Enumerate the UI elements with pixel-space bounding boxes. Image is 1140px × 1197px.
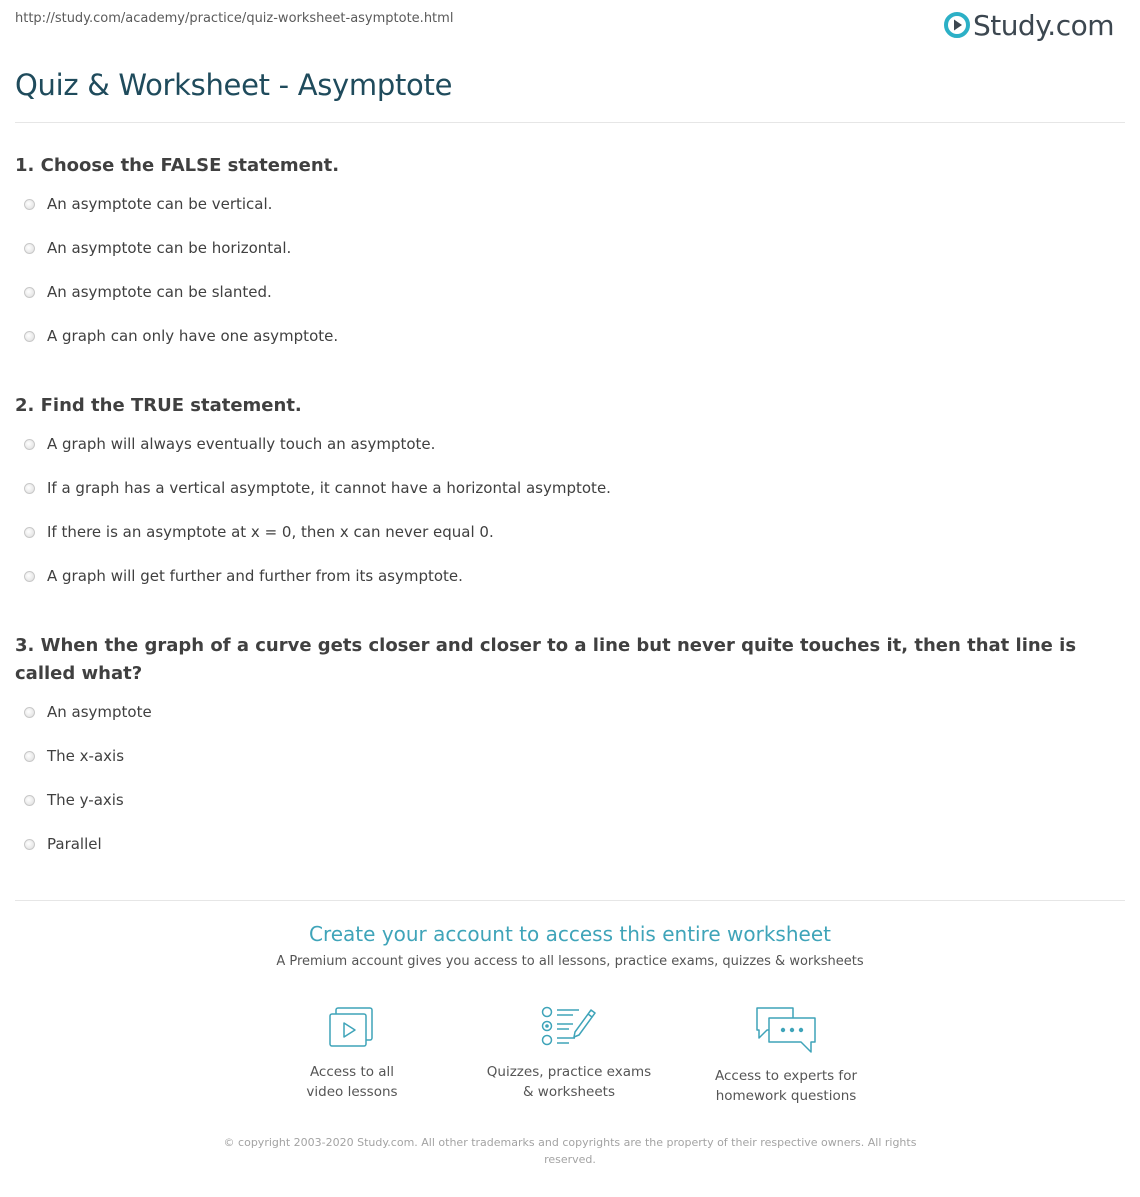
logo-text: Study.com [972, 8, 1114, 42]
quiz-checklist-icon [539, 1004, 599, 1052]
cta-subtitle: A Premium account gives you access to all lessons, practice exams, quizzes & worksheets [276, 954, 864, 969]
question-1 [15, 152, 1115, 358]
feature-quizzes [459, 1004, 679, 1102]
radio-button[interactable] [24, 287, 35, 298]
answer-list [15, 182, 1115, 358]
study-logo [944, 5, 1114, 45]
answer-option[interactable] [15, 270, 1115, 314]
feature-label: Quizzes, practice exams & worksheets [486, 1064, 652, 1100]
answer-option[interactable] [15, 422, 1115, 466]
question-text: 2. Find the TRUE statement. [15, 395, 302, 416]
answer-label: A graph will always eventually touch an asymptote. [47, 435, 436, 453]
cta-title-link[interactable]: Create your account to access this entire worksheet [309, 922, 831, 946]
feature-label: Access to all video lessons [306, 1064, 398, 1100]
answer-option[interactable] [15, 226, 1115, 270]
answer-list [15, 422, 1115, 598]
answer-label: An asymptote can be horizontal. [47, 239, 292, 257]
video-lessons-icon [324, 1004, 380, 1052]
answer-label: An asymptote can be slanted. [47, 283, 272, 301]
feature-experts [676, 1004, 896, 1106]
answer-label: If a graph has a vertical asymptote, it cannot have a horizontal asymptote. [47, 479, 611, 497]
question-3 [15, 632, 1115, 866]
page-url: http://study.com/academy/practice/quiz-worksheet-asymptote.html [15, 11, 454, 26]
answer-label: Parallel [47, 835, 102, 853]
question-text: 1. Choose the FALSE statement. [15, 155, 340, 176]
answer-label: The y-axis [47, 791, 124, 809]
chat-experts-icon [753, 1004, 819, 1056]
answer-label: An asymptote [47, 703, 152, 721]
feature-label: Access to experts for homework questions [714, 1068, 857, 1104]
page-title: Quiz & Worksheet - Asymptote [15, 68, 453, 102]
answer-option[interactable] [15, 822, 1115, 866]
answer-label: A graph will get further and further from its asymptote. [47, 567, 463, 585]
question-2 [15, 392, 1115, 598]
radio-button[interactable] [24, 527, 35, 538]
answer-option[interactable] [15, 554, 1115, 598]
answer-option[interactable] [15, 690, 1115, 734]
question-text: 3. When the graph of a curve gets closer and closer to a line but never quite touches it, then that line is called what? [15, 635, 1077, 684]
answer-label: A graph can only have one asymptote. [47, 327, 339, 345]
answer-option[interactable] [15, 778, 1115, 822]
answer-label: If there is an asymptote at x = 0, then x can never equal 0. [47, 523, 494, 541]
radio-button[interactable] [24, 199, 35, 210]
answer-option[interactable] [15, 182, 1115, 226]
radio-button[interactable] [24, 571, 35, 582]
radio-button[interactable] [24, 751, 35, 762]
divider [15, 122, 1125, 123]
play-circle-icon [944, 12, 970, 38]
radio-button[interactable] [24, 839, 35, 850]
radio-button[interactable] [24, 707, 35, 718]
radio-button[interactable] [24, 483, 35, 494]
answer-option[interactable] [15, 734, 1115, 778]
radio-button[interactable] [24, 331, 35, 342]
answer-option[interactable] [15, 466, 1115, 510]
answer-option[interactable] [15, 510, 1115, 554]
copyright-text: © copyright 2003-2020 Study.com. All other trademarks and copyrights are the property of their respective owners. All rights reserved. [223, 1136, 917, 1166]
radio-button[interactable] [24, 439, 35, 450]
answer-label: An asymptote can be vertical. [47, 195, 273, 213]
radio-button[interactable] [24, 795, 35, 806]
radio-button[interactable] [24, 243, 35, 254]
divider [15, 900, 1125, 901]
answer-label: The x-axis [47, 747, 125, 765]
answer-option[interactable] [15, 314, 1115, 358]
answer-list [15, 690, 1115, 866]
feature-video-lessons [242, 1004, 462, 1102]
